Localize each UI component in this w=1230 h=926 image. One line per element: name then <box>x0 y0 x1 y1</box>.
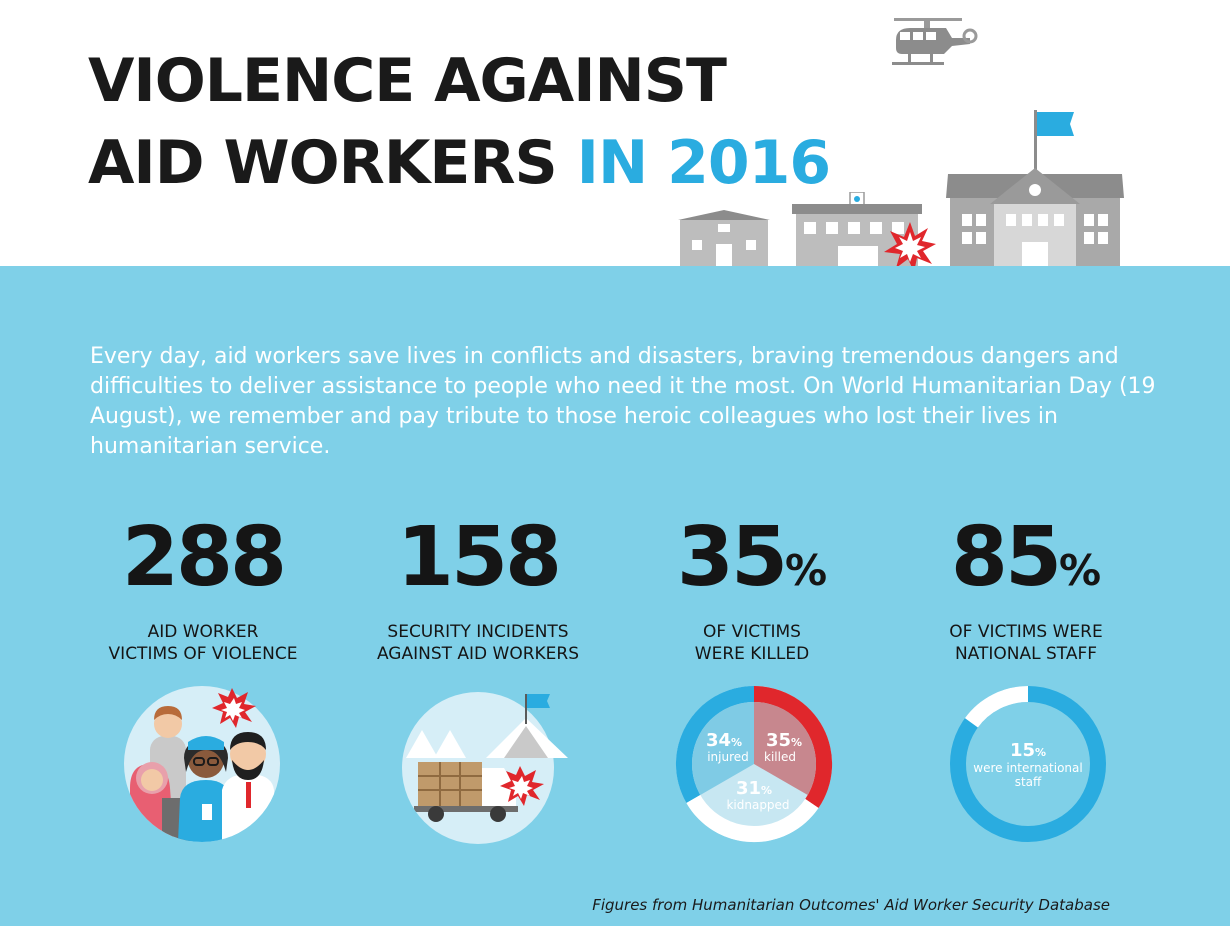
stat-label <box>53 621 353 665</box>
stat-label-line-1: SECURITY INCIDENTS <box>387 622 569 642</box>
stat-victims <box>53 510 353 665</box>
stat-label <box>602 621 902 665</box>
stat-value <box>53 510 353 619</box>
title-highlight: IN 2016 <box>576 128 831 198</box>
donut-slice-international <box>971 694 1028 723</box>
stat-label-line-1: AID WORKER <box>147 622 259 642</box>
international-label-line-2: staff <box>1014 775 1042 789</box>
school-building-icon <box>678 208 770 268</box>
government-building-icon <box>946 110 1126 268</box>
international-label-line-1: were international <box>973 761 1083 775</box>
staff-donut <box>948 684 1108 844</box>
source-credit: Figures from Humanitarian Outcomes' Aid Worker Security Database <box>592 896 1110 914</box>
stat-value <box>602 510 902 619</box>
stat-label <box>328 621 628 665</box>
stat-number: 85 <box>950 510 1060 605</box>
stat-suffix: % <box>1059 546 1102 595</box>
kidnapped-label-text: kidnapped <box>726 798 790 812</box>
page-title <box>88 40 830 204</box>
stat-number: 35 <box>676 510 786 605</box>
injured-value-text: 34% <box>705 730 743 751</box>
kidnapped-value-text: 31% <box>735 778 773 799</box>
stat-label-line-2: AGAINST AID WORKERS <box>376 644 580 664</box>
stat-label-line-2: NATIONAL STAFF <box>954 644 1098 664</box>
stat-incidents <box>328 510 628 665</box>
stat-number: 288 <box>121 510 285 605</box>
stat-value <box>876 510 1176 619</box>
international-value-text: 15% <box>1009 740 1047 761</box>
stat-label-line-1: OF VICTIMS WERE <box>949 622 1103 642</box>
killed-value-text: 35% <box>765 730 803 751</box>
stat-national-staff <box>876 510 1176 665</box>
title-line-1: VIOLENCE AGAINST <box>88 46 726 116</box>
stat-killed <box>602 510 902 665</box>
aid-truck-tents-icon <box>398 688 578 844</box>
header-area <box>0 0 1230 268</box>
stat-label-line-1: OF VICTIMS <box>703 622 801 642</box>
stat-label-line-2: WERE KILLED <box>694 644 810 664</box>
explosion-icon <box>884 222 936 272</box>
stat-suffix: % <box>785 546 828 595</box>
stat-number: 158 <box>396 510 560 605</box>
stat-label-line-2: VICTIMS OF VIOLENCE <box>108 644 298 664</box>
intro-paragraph: Every day, aid workers save lives in conflicts and disasters, braving tremendous dangers and difficulties to deliver assistance to people who need it the most. On World Humanitarian Day (19 August), we remember and pay tribute to those heroic colleagues who lost their lives in humanitarian service. <box>90 344 1156 459</box>
title-line-2: AID WORKERS <box>88 128 557 198</box>
killed-label-text: killed <box>764 750 796 764</box>
injured-label-text: injured <box>707 750 749 764</box>
aid-workers-people-icon <box>122 680 282 842</box>
stat-value <box>328 510 628 619</box>
helicopter-icon <box>886 14 982 70</box>
stat-label <box>876 621 1176 665</box>
victim-outcomes-donut <box>674 684 834 844</box>
